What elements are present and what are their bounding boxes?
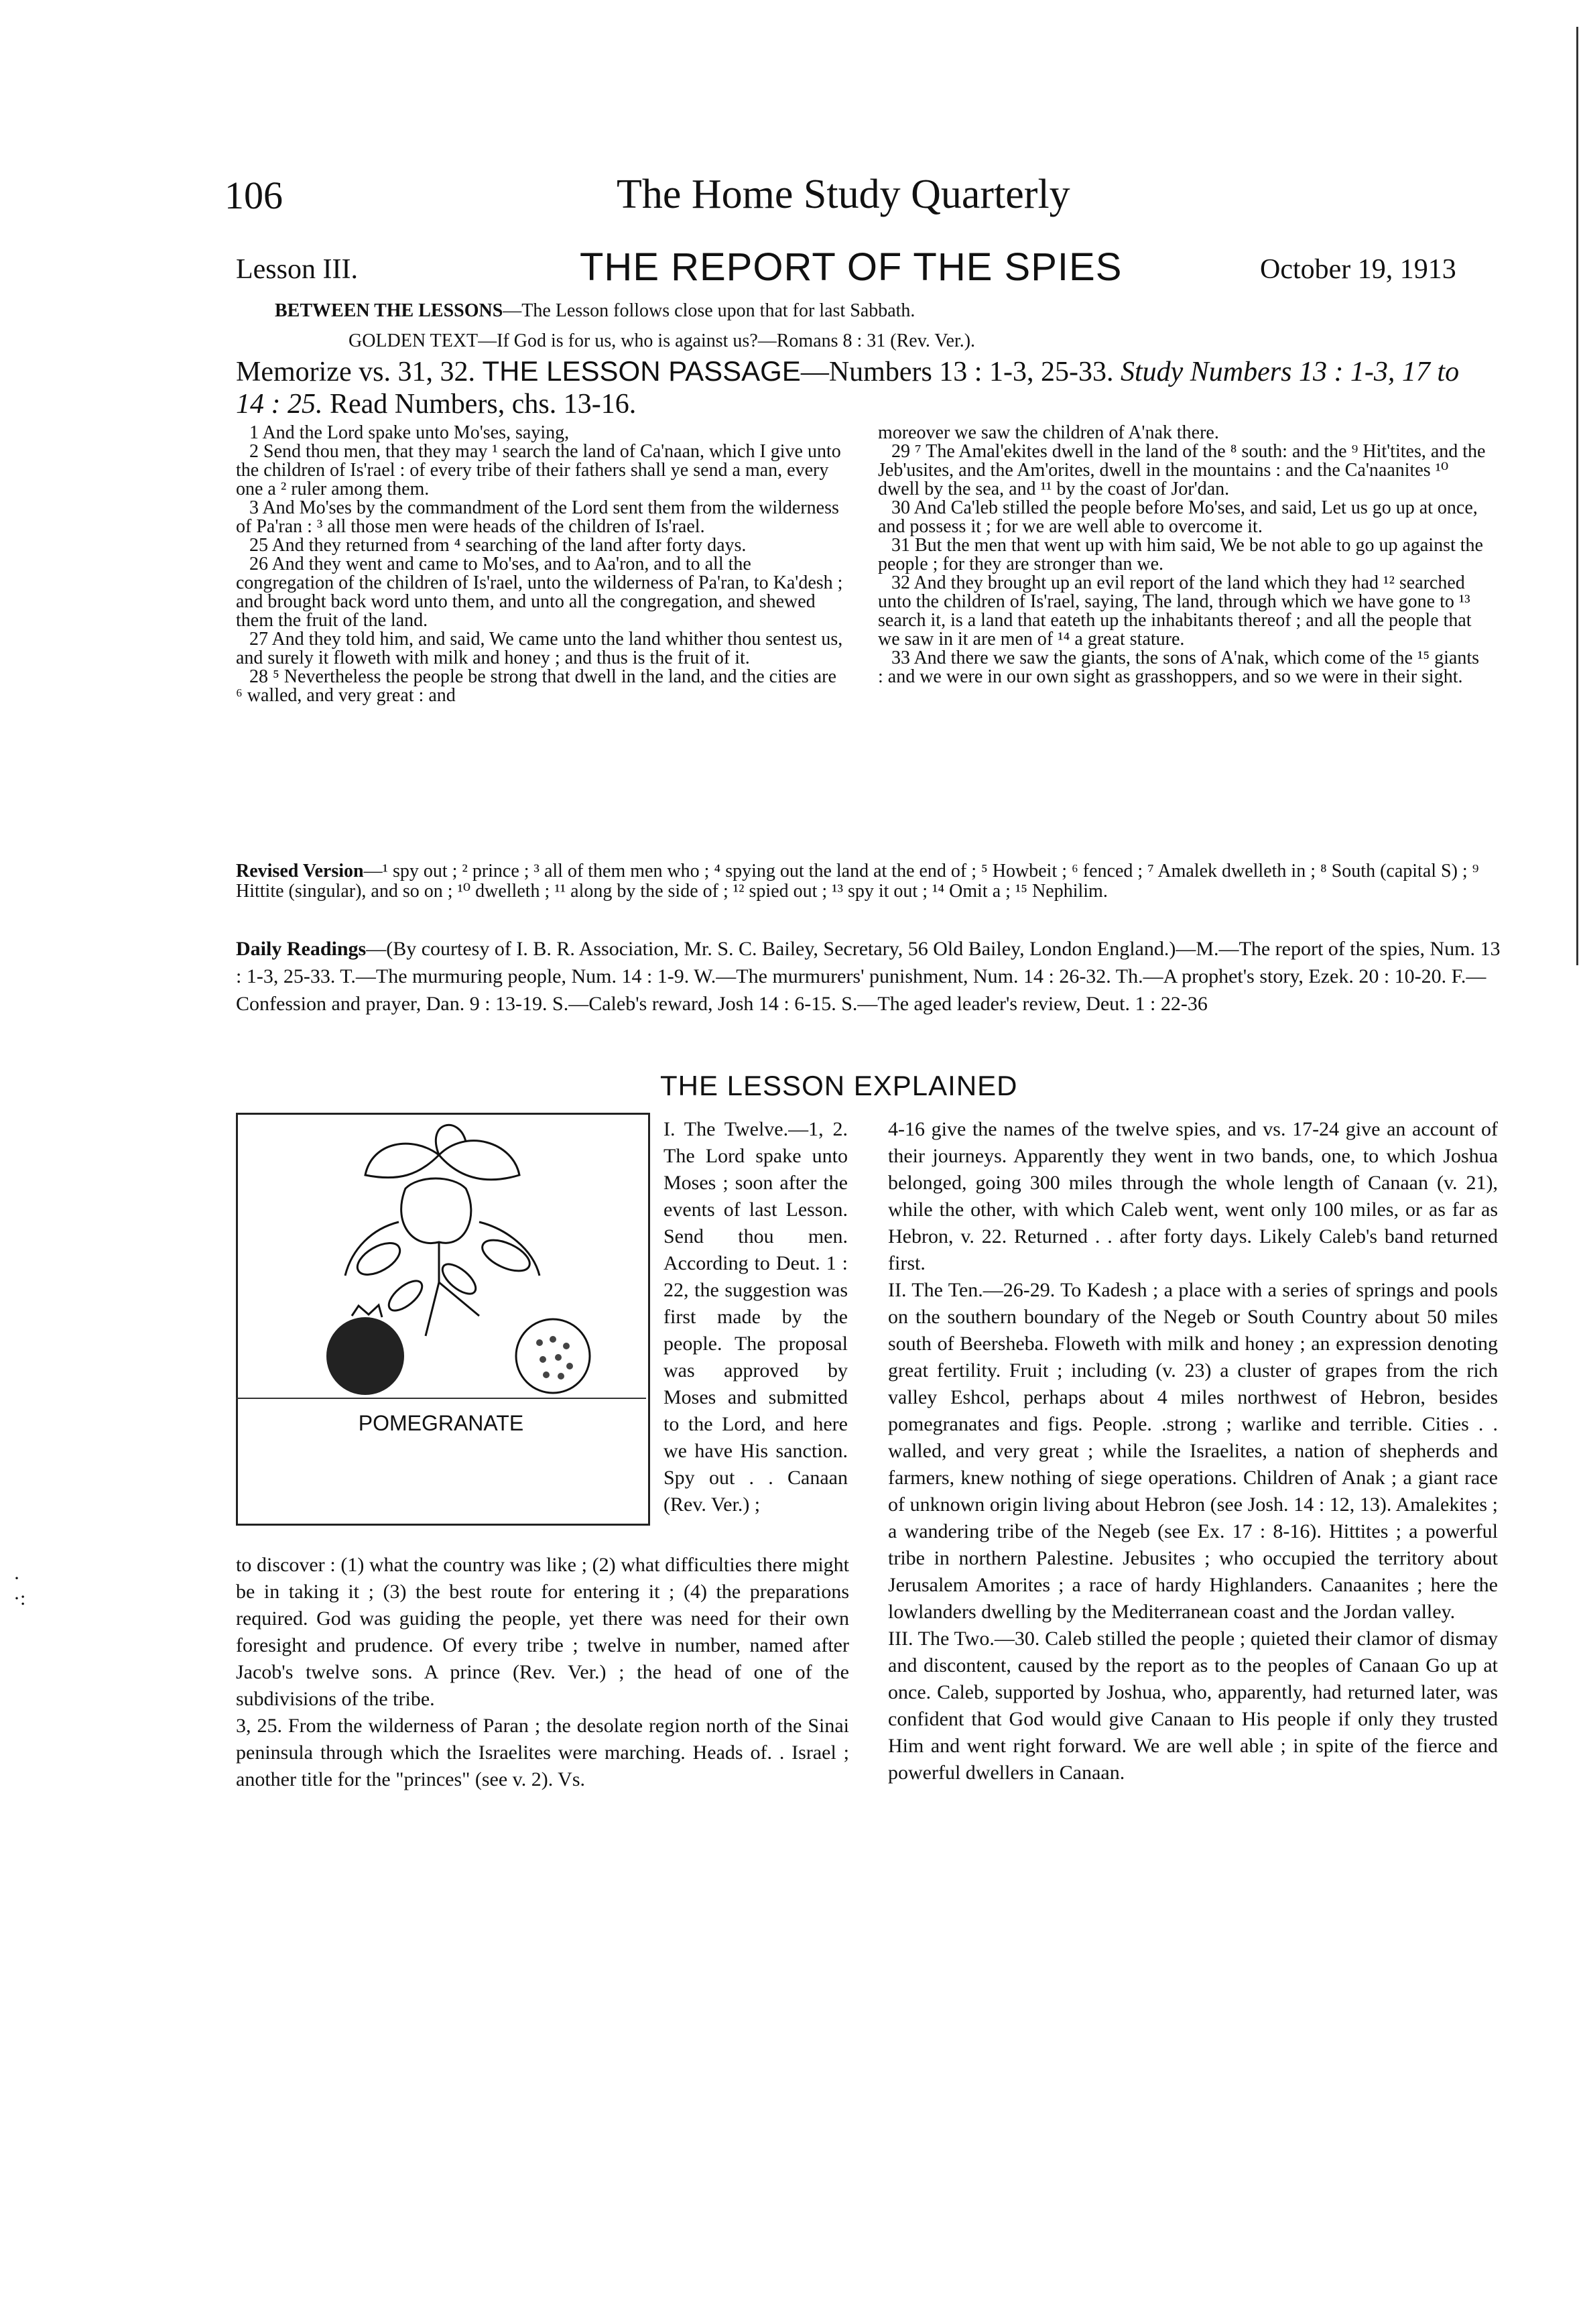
golden-body: —If God is for us, who is against us?—Romans 8 : 31 (Rev. Ver.). [478, 330, 976, 351]
verse: 30 And Ca'leb stilled the people before Mo'ses, and said, Let us go up at once, and possess it ; for we are well able to overcome it. [878, 497, 1478, 537]
running-head: The Home Study Quarterly [617, 172, 1070, 217]
between-label: BETWEEN THE LESSONS [275, 300, 503, 321]
verse: 32 And they brought up an evil report of the land which they had ¹² searched unto the children of Is'rael, saying, The land, through which we have gone to ¹³ search it, is a land that eateth up the inhabitants thereof ; and all the people that we saw in it are men of ¹⁴ a great stature. [878, 572, 1472, 650]
explained-right-column [888, 1116, 1498, 1786]
explained-left-column [236, 1552, 849, 1793]
verse: 1 And the Lord spake unto Mo'ses, saying, [249, 422, 570, 443]
section-one: I. The Twelve.—1, 2. The Lord spake unto Moses ; soon after the events of last Lesson. Send thou men. According to Deut. 1 : 22, the suggestion was first made by the people. The proposal was approved by Moses and submitted to the Lord, and here we have His sanction. Spy out . . Canaan (Rev. Ver.) ; [663, 1118, 848, 1516]
page-number: 106 [225, 174, 283, 217]
lesson-number: Lesson III. [236, 254, 358, 285]
lesson-date: October 19, 1913 [1260, 254, 1456, 285]
pomegranate-figure [236, 1113, 650, 1526]
verse: 26 And they went and came to Mo'ses, and to Aa'ron, and to all the congregation of the children of Is'rael, unto the wilderness of Pa'ran, to Ka'desh ; and brought back word unto them, and unto all the congregation, and shewed them the fruit of the land. [236, 554, 843, 631]
explained-narrow-column [663, 1116, 848, 1518]
paragraph: to discover : (1) what the country was like ; (2) what difficulties there might be in taking it ; (3) the best route for entering it ; (4) the preparations required. God was guiding the people, yet there was need for their own foresight and prudence. Of every tribe ; twelve in number, named after Jacob's twelve sons. A prince (Rev. Ver.) ; the head of one of the subdivisions of the tribe. [236, 1554, 849, 1710]
verse: 28 ⁵ Nevertheless the people be strong that dwell in the land, and the cities are ⁶ walled, and very great : and [236, 666, 836, 706]
section-two: II. The Ten.—26-29. To Kadesh ; a place with a series of springs and pools on the southern boundary of the Negeb or South Country about 50 miles south of Beersheba. Floweth with milk and honey ; an expression denoting great fertility. Fruit ; including (v. 23) a cluster of grapes from the rich valley Eshcol, perhaps about 4 miles northwest of Hebron, besides pomegranates and figs. People. .strong ; warlike and terrible. Cities . . walled, and very great ; while the Israelites, a nation of shepherds and farmers, knew nothing of siege operations. Children of Anak ; a giant race of unknown origin living about Hebron (see Josh. 14 : 12, 13). Amalekites ; a wandering tribe of the Negeb (see Ex. 17 : 8-16). Hittites ; a powerful tribe in northern Palestine. Jebusites ; who occupied the territory about Jerusalem Amorites ; a race of hardy Highlanders. Canaanites ; here the lowlanders dwelling by the Mediterranean coast and the Jordan valley. [888, 1279, 1498, 1623]
verse: 33 And there we saw the giants, the sons of A'nak, which come of the ¹⁵ giants : and we were in our own sight as grasshoppers, and so we were in their sight. [878, 648, 1480, 687]
memorize-text: Memorize vs. 31, 32. [236, 357, 475, 387]
explained-heading: THE LESSON EXPLAINED [660, 1070, 1018, 1101]
passage-ref: —Numbers 13 : 1-3, 25-33. [800, 357, 1114, 387]
revised-text: —¹ spy out ; ² prince ; ³ all of them men who ; ⁴ spying out the land at the end of ; ⁵ Howbeit ; ⁶ fenced ; ⁷ Amalek dwelleth in ; ⁸ South (capital S) ; ⁹ Hittite (singular), and so on ; ¹⁰ dwelleth ; ¹¹ along by the side of ; ¹² spied out ; ¹³ spy it out ; ¹⁴ Omit a ; ¹⁵ Nephilim. [236, 861, 1479, 902]
golden-label: GOLDEN TEXT [349, 330, 479, 351]
verse: 29 ⁷ The Amal'ekites dwell in the land of the ⁸ south: and the ⁹ Hit'tites, and the Jeb'usites, and the Am'orites, dwell in the mountains : and the Ca'naanites ¹⁰ dwell by the sea, and ¹¹ by the coast of Jor'dan. [878, 441, 1486, 499]
read-text: Read Numbers, chs. 13-16. [330, 389, 637, 420]
figure-rule [236, 1398, 646, 1399]
verse: 2 Send thou men, that they may ¹ search the land of Ca'naan, which I give unto the children of Is'rael : of every tribe of their fathers shall ye send a man, every one a ² ruler among them. [236, 441, 841, 499]
margin-specks: · ·: [13, 1567, 26, 1609]
verse: 27 And they told him, and said, We came unto the land whither thou sentest us, and surely it floweth with milk and honey ; and thus is the fruit of it. [236, 629, 843, 668]
verse: 31 But the men that went up with him said, We be not able to go up against the people ; for they are stronger than we. [878, 535, 1483, 574]
passage-left-column [236, 424, 846, 705]
figure-caption: POMEGRANATE [358, 1411, 524, 1435]
memorize-line [236, 355, 1482, 420]
pomegranate-illustration [238, 1115, 648, 1396]
verse: 3 And Mo'ses by the commandment of the Lord sent them from the wilderness of Pa'ran : ³ all those men were heads of the children of Is'rael. [236, 497, 839, 537]
daily-readings [236, 935, 1509, 1018]
paragraph: 4-16 give the names of the twelve spies, and vs. 17-24 give an account of their journeys. Apparently they went in two bands, one, to which Joshua belonged, going 300 miles through the whole length of Canaan (v. 21), while the other, with which Caleb went, went only 100 miles, or as far as Hebron, v. 22. Returned . . after forty days. Likely Caleb's band returned first. [888, 1118, 1498, 1274]
between-text: —The Lesson follows close upon that for last Sabbath. [503, 300, 915, 321]
revised-version [236, 861, 1509, 902]
lesson-title: THE REPORT OF THE SPIES [580, 245, 1123, 289]
passage-label: THE LESSON PASSAGE [482, 355, 801, 387]
between-lessons [275, 300, 915, 322]
daily-label: Daily Readings [236, 938, 367, 960]
section-three: III. The Two.—30. Caleb stilled the people ; quieted their clamor of dismay and discontent, caused by the report as to the peoples of Canaan Go up at once. Caleb, supported by Joshua, who, apparently, had returned later, was confident that God would give Canaan to His people if only they trusted Him and went right forward. We are well able ; in spite of the fierce and powerful dwellers in Canaan. [888, 1628, 1498, 1784]
daily-text: —(By courtesy of I. B. R. Association, Mr. S. C. Bailey, Secretary, 56 Old Bailey, London England.)—M.—The report of the spies, Num. 13 : 1-3, 25-33. T.—The murmuring people, Num. 14 : 1-9. W.—The murmurers' punishment, Num. 14 : 26-32. Th.—A prophet's story, Ezek. 20 : 10-20. F.—Confession and prayer, Dan. 9 : 13-19. S.—Caleb's reward, Josh 14 : 6-15. S.—The aged leader's review, Deut. 1 : 22-36 [236, 938, 1501, 1015]
study-text: Study Numbers 13 : 1-3, 17 to 14 : 25. [236, 357, 1460, 420]
verse: 25 And they returned from ⁴ searching of the land after forty days. [249, 535, 747, 556]
revised-label: Revised Version [236, 861, 364, 881]
verse: moreover we saw the children of A'nak there. [878, 422, 1219, 443]
margin-rule [1576, 27, 1578, 965]
golden-text [349, 330, 975, 352]
paragraph: 3, 25. From the wilderness of Paran ; the desolate region north of the Sinai peninsula through which the Israelites were marching. Heads of. . Israel ; another title for the "princes" (see v. 2). Vs. [236, 1715, 849, 1790]
passage-right-column [878, 424, 1488, 686]
